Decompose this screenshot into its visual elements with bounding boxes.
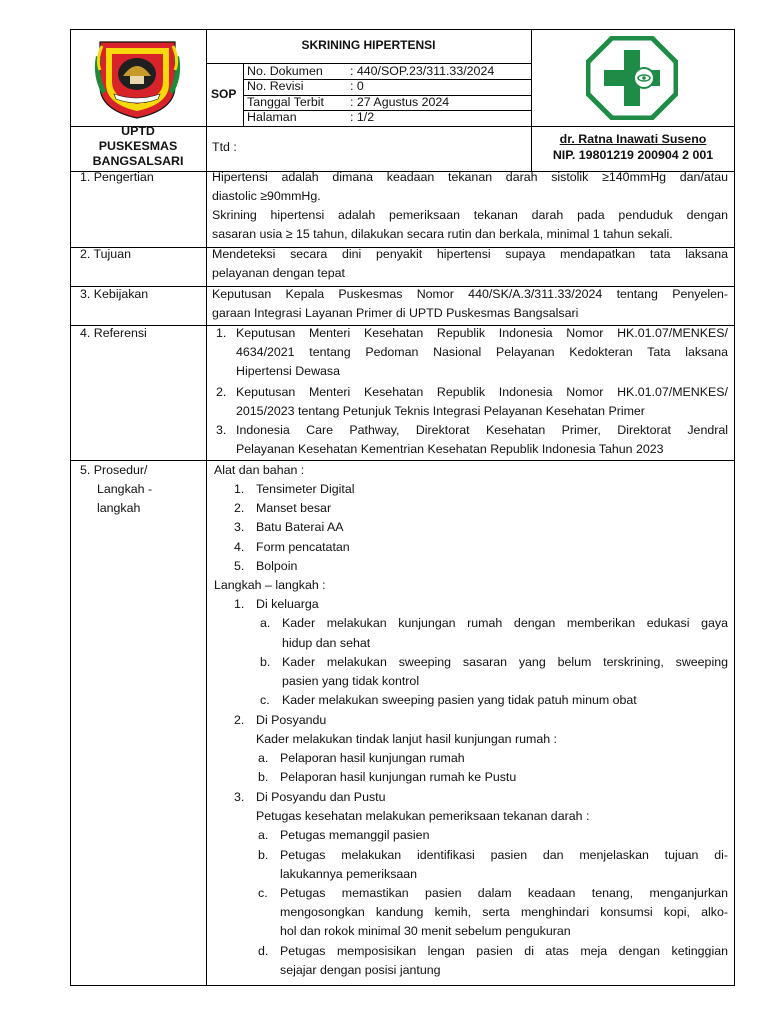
referensi-line: Indonesia Care Pathway, Direktorat Kesehatan Primer, Direktorat Jendral	[236, 423, 728, 437]
alat-item: Manset besar	[256, 501, 332, 515]
puskesmas-logo-icon	[586, 36, 678, 120]
substep-line: Petugas memposisikan lengan pasien di atas meja dengan ketinggian	[280, 944, 728, 958]
kebijakan-line: garaan Integrasi Layanan Primer di UPTD Puskesmas Bangsalsari	[212, 306, 579, 320]
referensi-number: 3.	[216, 423, 227, 437]
section-label-referensi: 4. Referensi	[80, 326, 147, 340]
step-title: Di Posyandu	[256, 713, 327, 727]
section-label-tujuan: 2. Tujuan	[80, 247, 131, 261]
signer-nip: NIP. 19801219 200904 2 001	[552, 148, 714, 162]
signer-name: dr. Ratna Inawati Suseno	[559, 132, 707, 146]
alat-number: 3.	[234, 520, 245, 534]
substep-line: Kader melakukan kunjungan rumah dengan memberikan edukasi gaya	[282, 616, 728, 630]
alat-item: Form pencatatan	[256, 540, 350, 554]
referensi-line: Keputusan Menteri Kesehatan Republik Indonesia Nomor HK.01.07/MENKES/	[236, 326, 728, 340]
pengertian-line: Hipertensi adalah dimana keadaan tekanan darah sistolik ≥140mmHg dan/atau	[212, 170, 728, 184]
pengertian-line: diastolic ≥90mmHg.	[212, 189, 321, 203]
substep-line: pasien yang tidak kontrol	[282, 674, 420, 688]
substep-line: Kader melakukan sweeping sasaran yang belum terskrining, sweeping	[282, 655, 728, 669]
referensi-line: 2015/2023 tentang Petunjuk Teknis Integrasi Pelayanan Kesehatan Primer	[236, 404, 645, 418]
substep-line: Petugas memanggil pasien	[280, 828, 430, 842]
step-intro: Petugas kesehatan melakukan pemeriksaan tekanan darah :	[256, 809, 590, 823]
meta-value-revisi: : 0	[350, 79, 364, 93]
alat-title: Alat dan bahan :	[214, 463, 305, 477]
alat-number: 5.	[234, 559, 245, 573]
substep-line: lakukannya pemeriksaan	[280, 867, 418, 881]
substep-line: hol dan rokok minimal 30 menit sebelum pengukuran	[280, 924, 571, 938]
section-label-kebijakan: 3. Kebijakan	[80, 287, 149, 301]
substep-line: Petugas melakukan identifikasi pasien dan menjelaskan tujuan di-	[280, 848, 728, 862]
referensi-line: 4634/2021 tentang Pedoman Nasional Pelayanan Kedokteran Tata laksana	[236, 345, 728, 359]
alat-number: 4.	[234, 540, 245, 554]
section-label-pengertian: 1. Pengertian	[80, 170, 154, 184]
meta-label-tanggal: Tanggal Terbit	[247, 95, 324, 109]
tujuan-line: Mendeteksi secara dini penyakit hipertensi supaya mendapatkan tata laksana	[212, 247, 728, 261]
alat-item: Bolpoin	[256, 559, 298, 573]
signature-label: Ttd :	[212, 140, 237, 154]
pengertian-line: sasaran usia ≥ 15 tahun, dilakukan secara rutin dan berkala, minimal 1 tahun sekali.	[212, 227, 673, 241]
referensi-line: Hipertensi Dewasa	[236, 364, 340, 378]
meta-label-revisi: No. Revisi	[247, 79, 304, 93]
regency-emblem-icon	[90, 36, 185, 121]
alat-item: Batu Baterai AA	[256, 520, 344, 534]
substep-line: Kader melakukan sweeping pasien yang tidak patuh minum obat	[282, 693, 637, 707]
meta-value-tanggal: : 27 Agustus 2024	[350, 95, 450, 109]
tujuan-line: pelayanan dengan tepat	[212, 266, 345, 280]
step-title: Di Posyandu dan Pustu	[256, 790, 386, 804]
substep-line: mengosongkan kandung kemih, serta menghindari konsumsi kopi, alko-	[280, 905, 728, 919]
alat-number: 2.	[234, 501, 245, 515]
substep-line: Pelaporan hasil kunjungan rumah ke Pustu	[280, 770, 517, 784]
alat-item: Tensimeter Digital	[256, 482, 355, 496]
kebijakan-line: Keputusan Kepala Puskesmas Nomor 440/SK/A.3/311.33/2024 tentang Penyelen-	[212, 287, 728, 301]
substep-line: sejajar dengan posisi jantung	[280, 963, 441, 977]
step-intro: Kader melakukan tindak lanjut hasil kunjungan rumah :	[256, 732, 557, 746]
alat-number: 1.	[234, 482, 245, 496]
substep-line: Pelaporan hasil kunjungan rumah	[280, 751, 465, 765]
meta-label-dokumen: No. Dokumen	[247, 64, 323, 78]
substep-line: Petugas memastikan pasien dalam keadaan tenang, menganjurkan	[280, 886, 728, 900]
referensi-line: Keputusan Menteri Kesehatan Republik Indonesia Nomor HK.01.07/MENKES/	[236, 385, 728, 399]
document-title: SKRINING HIPERTENSI	[301, 38, 436, 52]
step-title: Di keluarga	[256, 597, 319, 611]
meta-value-halaman: : 1/2	[350, 110, 375, 124]
meta-value-dokumen: : 440/SOP.23/311.33/2024	[350, 64, 495, 78]
substep-line: hidup dan sehat	[282, 636, 371, 650]
referensi-line: Pelayanan Kesehatan Kementrian Kesehatan Republik Indonesia Tahun 2023	[236, 442, 664, 456]
pengertian-line: Skrining hipertensi adalah pemeriksaan tekanan darah pada penduduk dengan	[212, 208, 728, 222]
meta-label-halaman: Halaman	[247, 110, 297, 124]
referensi-number: 2.	[216, 385, 227, 399]
langkah-title: Langkah – langkah :	[214, 578, 326, 592]
sop-label: SOP	[211, 87, 237, 101]
referensi-number: 1.	[216, 326, 227, 340]
